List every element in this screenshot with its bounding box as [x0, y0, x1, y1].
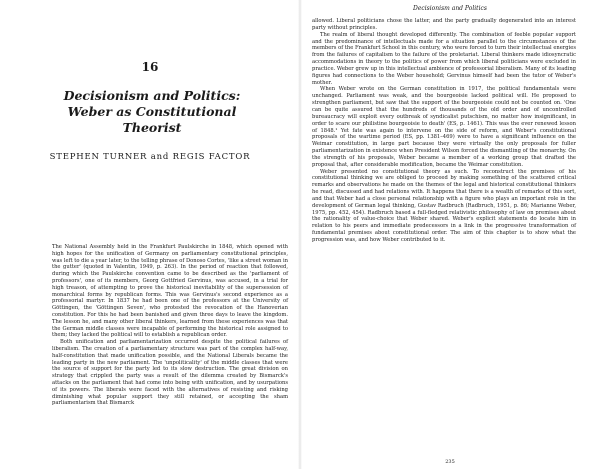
chapter-title-line-3: Theorist [122, 120, 182, 135]
chapter-title-line-1: Decisionism and Politics: [63, 88, 241, 103]
body-paragraph: Both unification and parliamentarization occurred despite the political failures of liberalism. The creation of a parliamentary structure was part of the complex half-way, half-constitution that made unification possible, and the National Liberals became the leading party in the new parliament. The 'unpoliticality' of the middle classes that were the source of support for the party led to its slow destruction. The great division on strategy that crippled the party was a result of the dilemma created by Bismarck's attacks on the parliament that had come into being with unification, and by usurpations of its powers. The liberals were faced with the alternatives of resisting and risking diminishing what popular support they still retained, or accepting the sham parliamentarism that Bismarck [52, 339, 288, 407]
body-paragraph: The National Assembly held in the Frankfurt Paulskirche in 1848, which opened with high hopes for the unification of Germany on parliamentary constitutional principles, was left to die a year later, to the telling phrase of Donoso Cortes, 'like a street woman in the gutter' (quoted in Valentin, 1949, p. 263). In the period of reaction that followed, during which the Paulskirche convention came to be described as the 'parliament of professors', one of its members, Georg Gottfried Gervinus, was accused, in a trial for high treason, of attempting to prove the historical inevitability of the supersession of monarchical forms by republican forms. This was Gervinus's second experience as a professorial martyr. In 1837 he had been one of the professors at the University of Göttingen, the 'Göttingen Seven', who protested the revocation of the Hanoverian constitution. For this he had been banished and given three days to leave the kingdom. The lesson he, and many other liberal thinkers, learned from these experiences was that the German middle classes were incapable of performing the historical role assigned to them; they lacked the political will to establish a republican order. [52, 244, 288, 339]
page-number: 235 [445, 459, 455, 465]
right-page [300, 0, 600, 469]
left-body-text [52, 244, 288, 407]
chapter-title-line-2: Weber as Constitutional [67, 104, 237, 119]
chapter-title [30, 88, 274, 136]
chapter-authors: STEPHEN TURNER and REGIS FACTOR [49, 152, 251, 162]
chapter-number: 16 [141, 60, 159, 74]
body-paragraph: The realm of liberal thought developed differently. The combination of feeble popular support and the predominance of intellectuals made for a situation parallel to the circumstances of the members of the Frankfurt School in this century, who were forced to turn their intellectual energies from the failures of capitalism to the failure of the proletariat. Liberal thinkers made idiosyncratic accommodations in theory to the politics of power from which liberal politicians were excluded in practice. Weber grew up in this intellectual ambience of professorial liberalism. Many of its leading figures had connections to the Weber household; Gervinus himself had been the tutor of Weber's mother. [312, 31, 576, 86]
body-paragraph: When Weber wrote on the German constitution in 1917, the political fundamentals were unchanged. Parliament was weak, and the bourgeoisie lacked political will. He proposed to strengthen parliament, but saw that the support of the bourgeoisie could not be counted on. 'One can be quite assured that the hundreds of thousands of the old order and of uncontrolled bureaucracy will exploit every outbreak of syndicalist putschism, no matter how insignificant, in order to scare our philistine bourgeoisie to death' (ES, p. 1461). This was the ever renewed lesson of 1848.¹ Yet fate was again to intervene on the side of reform, and Weber's constitutional proposals of the wartime period (ES, pp. 1381–469) were to have a significant influence on the Weimar constitution, in large part because they were virtually the only proposals for fuller parliamentarization in existence when President Wilson forced the dismantling of the monarchy. On the strength of his proposals, Weber became a member of a working group that drafted the proposal that, after considerable modification, became the Weimar constitution. [312, 86, 576, 168]
running-head: Decisionism and Politics [413, 5, 487, 12]
body-paragraph: Weber presented no constitutional theory as such. To reconstruct the premises of his constitutional thinking we are obliged to proceed by making something of the scattered critical remarks and observations he made on the themes of the legal and historical constitutional thinkers he read, discussed and had relations with. It happens that there is a wealth of remarks of this sort, and that Weber had a close personal relationship with a figure who plays an important role in the development of German legal thinking, Gustav Radbruch (Radbruch, 1951, p. 86; Marianne Weber, 1975, pp. 452, 454). Radbruch based a full-fledged relativistic philosophy of law on premises about the rationality of value-choice that Weber shared. Weber's explicit statements do locate him in relation to his peers and immediate predecessors in a link in the progressive transformation of fundamental premises about constitutional order. The aim of this chapter is to show what the progression was, and how Weber contributed to it. [312, 168, 576, 243]
right-body-text [312, 18, 576, 244]
body-paragraph: allowed. Liberal politicians chose the latter, and the party gradually degenerated into an interest party without principles. [312, 18, 576, 31]
